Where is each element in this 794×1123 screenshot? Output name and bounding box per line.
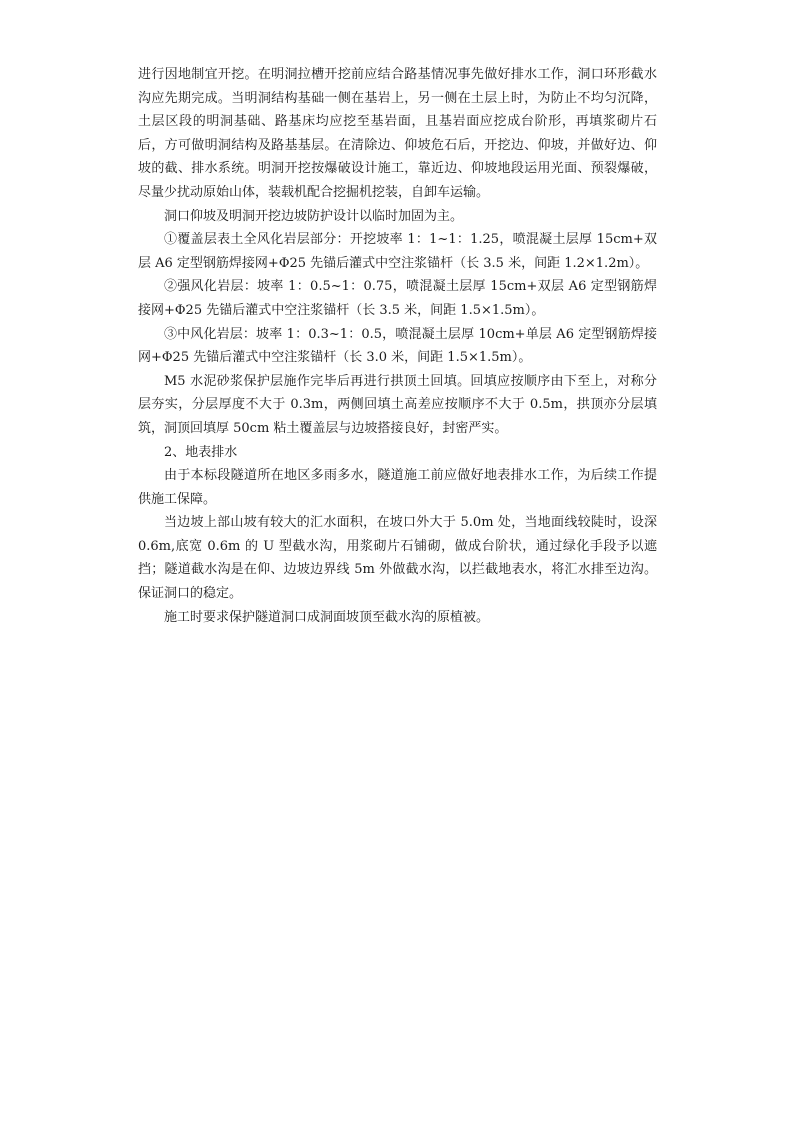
section-heading-surface-drainage: 2、地表排水	[164, 444, 238, 460]
paragraph-excavation: 进行因地制宜开挖。在明洞拉槽开挖前应结合路基情况事先做好排水工作，洞口环形截水沟应先期完成。当明洞结构基础一侧在基岩上，另一侧在土层上时，为防止不均匀沉降，土层区段的明洞基础、路基床均应挖至基岩面，且基岩面应挖成台阶形，再填浆砌片石后，方可做明洞结构及路基基层。在清除边、仰坡危石后，开挖边、仰坡，并做好边、仰坡的截、排水系统。明洞开挖按爆破设计施工，靠近边、仰坡地段运用光面、预裂爆破，尽量少扰动原始山体，装载机配合挖掘机挖装，自卸车运输。	[138, 67, 657, 200]
paragraph-backfill: M5 水泥砂浆保护层施作完毕后再进行拱顶土回填。回填应按顺序由下至上，对称分层夯实，分层厚度不大于 0.3m，两侧回填土高差应按顺序不大于 0.5m，拱顶亦分层填筑，洞顶回填厚 50cm 粘土覆盖层与边坡搭接良好，封密严实。	[138, 373, 657, 436]
paragraph-layer-2: ②强风化岩层：坡率 1：0.5~1：0.75，喷混凝土层厚 15cm+双层 A6 定型钢筋焊接网+Φ25 先锚后灌式中空注浆锚杆（长 3.5 米，间距 1.5×1.5m）。	[138, 279, 657, 318]
document-page	[138, 63, 657, 629]
paragraph-intercepting-ditch: 当边坡上部山坡有较大的汇水面积，在坡口外大于 5.0m 处，当地面线较陡时，设深 0.6m,底宽 0.6m 的 U 型截水沟，用浆砌片石铺砌，做成台阶状，通过绿化手段予以遮挡；隧道截水沟是在仰、边坡边界线 5m 外做截水沟，以拦截地表水，将汇水排至边沟。保证洞口的稳定。	[138, 515, 657, 602]
paragraph-drainage-intro: 由于本标段隧道所在地区多雨多水，隧道施工前应做好地表排水工作，为后续工作提供施工保障。	[138, 468, 657, 507]
paragraph-slope-protection-intro: 洞口仰坡及明洞开挖边坡防护设计以临时加固为主。	[164, 208, 464, 224]
paragraph-layer-3: ③中风化岩层：坡率 1：0.3~1：0.5，喷混凝土层厚 10cm+单层 A6 定型钢筋焊接网+Φ25 先锚后灌式中空注浆锚杆（长 3.0 米，间距 1.5×1.5m）。	[138, 326, 657, 366]
paragraph-vegetation: 施工时要求保护隧道洞口成洞面坡顶至截水沟的原植被。	[164, 609, 490, 625]
paragraph-layer-1: ①覆盖层表土全风化岩层部分：开挖坡率 1：1~1：1.25，喷混凝土层厚 15cm+双层 A6 定型钢筋焊接网+Φ25 先锚后灌式中空注浆锚杆（长 3.5 米，间距 1.2×1.2m）。	[138, 232, 657, 271]
